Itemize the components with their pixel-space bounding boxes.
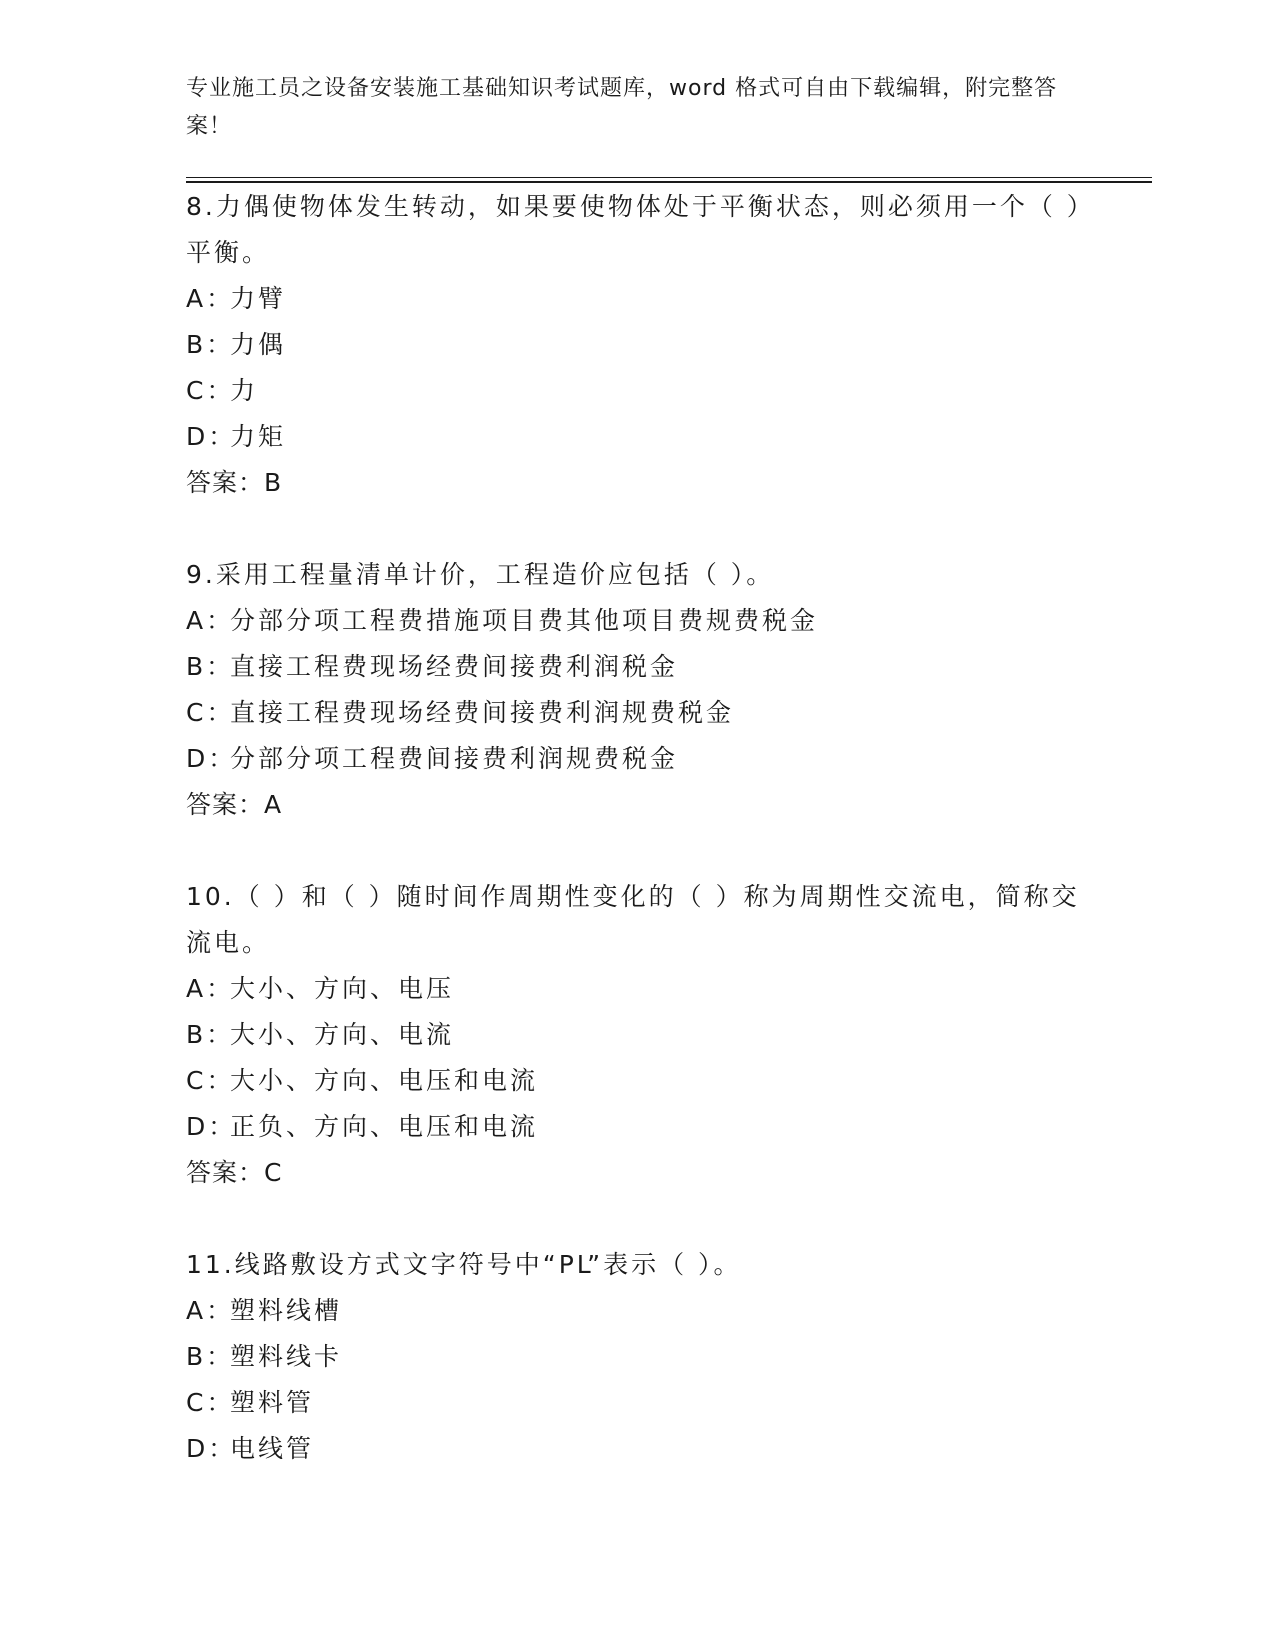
option-text: 分部分项工程费间接费利润规费税金 <box>230 744 679 773</box>
question-text: 9.采用工程量清单计价，工程造价应包括（ ）。 <box>186 560 775 589</box>
question-10 <box>186 874 1086 1196</box>
option-text: 分部分项工程费措施项目费其他项目费规费税金 <box>230 606 819 635</box>
option-b <box>186 1012 1086 1058</box>
header-divider-thick <box>186 181 1152 183</box>
option-d <box>186 1104 1086 1150</box>
option-label: A： <box>186 1296 235 1325</box>
option-a <box>186 276 1086 322</box>
option-text: 大小、方向、电压和电流 <box>230 1066 539 1095</box>
option-label: C： <box>186 376 235 405</box>
option-c <box>186 690 1086 736</box>
option-label: C： <box>186 1066 235 1095</box>
option-a <box>186 1288 1086 1334</box>
document-header: 专业施工员之设备安装施工基础知识考试题库，word 格式可自由下载编辑，附完整答案！ <box>186 76 1058 139</box>
option-label: C： <box>186 698 235 727</box>
option-label: B： <box>186 1020 235 1049</box>
option-text: 电线管 <box>230 1434 315 1463</box>
option-label: A： <box>186 974 235 1003</box>
option-label: B： <box>186 652 235 681</box>
option-b <box>186 322 1086 368</box>
option-text: 力偶 <box>230 330 287 359</box>
option-text: 力矩 <box>230 422 287 451</box>
question-11 <box>186 1242 1086 1472</box>
option-text: 直接工程费现场经费间接费利润税金 <box>230 652 679 681</box>
option-label: D： <box>186 1434 237 1463</box>
option-label: A： <box>186 284 235 313</box>
header-divider-thin <box>186 177 1152 178</box>
option-text: 力 <box>230 376 259 405</box>
option-text: 大小、方向、电流 <box>230 1020 455 1049</box>
option-b <box>186 644 1086 690</box>
option-label: C： <box>186 1388 235 1417</box>
question-text: 10.（ ）和（ ）随时间作周期性变化的（ ）称为周期性交流电，简称交流电。 <box>186 882 1080 957</box>
option-d <box>186 414 1086 460</box>
question-8 <box>186 184 1086 506</box>
option-text: 塑料线卡 <box>230 1342 343 1371</box>
option-label: B： <box>186 330 235 359</box>
option-label: A： <box>186 606 235 635</box>
option-c <box>186 1380 1086 1426</box>
option-c <box>186 368 1086 414</box>
option-text: 正负、方向、电压和电流 <box>230 1112 539 1141</box>
answer-line: 答案：B <box>186 468 283 497</box>
option-a <box>186 598 1086 644</box>
option-label: D： <box>186 744 237 773</box>
option-label: D： <box>186 422 237 451</box>
option-text: 力臂 <box>230 284 287 313</box>
option-text: 塑料线槽 <box>230 1296 343 1325</box>
question-9 <box>186 552 1086 828</box>
option-d <box>186 736 1086 782</box>
option-label: B： <box>186 1342 235 1371</box>
answer-line: 答案：A <box>186 790 283 819</box>
question-list <box>186 184 1086 1518</box>
option-text: 塑料管 <box>230 1388 315 1417</box>
question-text: 8.力偶使物体发生转动，如果要使物体处于平衡状态，则必须用一个（ ）平衡。 <box>186 192 1083 267</box>
option-b <box>186 1334 1086 1380</box>
option-text: 直接工程费现场经费间接费利润规费税金 <box>230 698 735 727</box>
option-c <box>186 1058 1086 1104</box>
question-text: 11.线路敷设方式文字符号中“PL”表示（ ）。 <box>186 1250 742 1279</box>
option-text: 大小、方向、电压 <box>230 974 455 1003</box>
option-d <box>186 1426 1086 1472</box>
option-label: D： <box>186 1112 237 1141</box>
answer-line: 答案：C <box>186 1158 283 1187</box>
option-a <box>186 966 1086 1012</box>
